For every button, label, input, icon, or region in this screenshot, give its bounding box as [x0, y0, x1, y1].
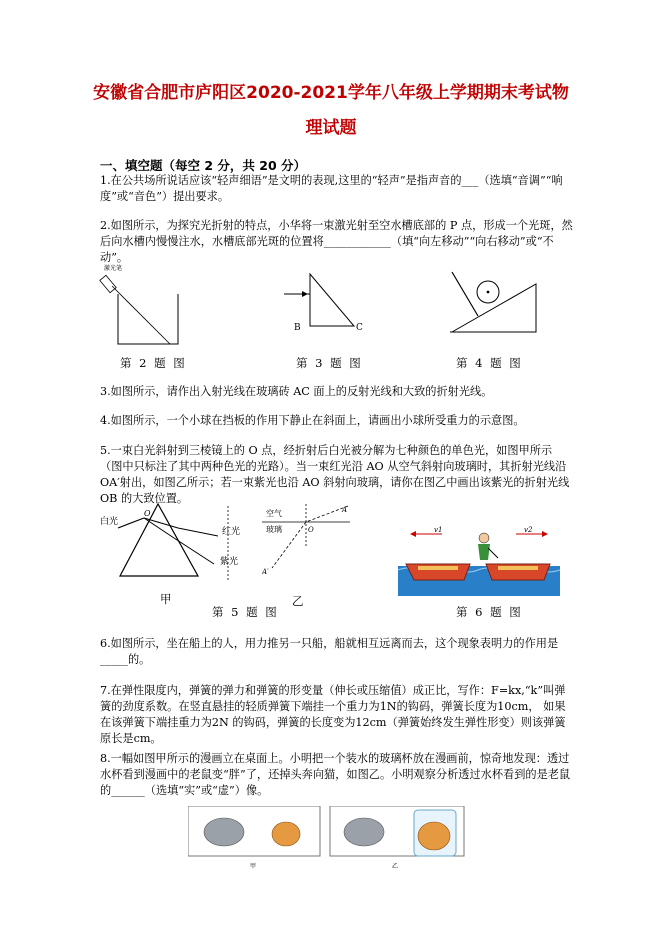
laser-pen-shape — [100, 275, 116, 292]
air-label: 空气 — [266, 509, 282, 518]
violet-light-label: 紫光 — [220, 557, 239, 567]
figure-3 — [280, 270, 370, 340]
fig5-yi-label: 乙 — [292, 594, 306, 608]
point-A-prime-label: A′ — [262, 568, 269, 576]
fig5-jia-label: 甲 — [160, 592, 174, 606]
person-arm — [488, 548, 498, 558]
question-6: 6.如图所示，坐在船上的人，用力推另一只船，船就相互远离而去，这个现象表明力的作用是_____的。 — [100, 637, 559, 666]
laser-beam — [112, 286, 170, 344]
caption-fig2: 第 2 题 图 — [120, 356, 187, 370]
caption-fig6: 第 6 题 图 — [456, 605, 523, 619]
point-O-label: O — [144, 509, 151, 518]
baffle — [452, 272, 478, 316]
boat-right-seat — [498, 566, 538, 570]
ball-center — [487, 291, 490, 294]
v1-arrowhead — [410, 531, 416, 537]
caption-fig3: 第 3 题 图 — [296, 356, 363, 370]
incline — [452, 284, 536, 332]
paper-title-line1: 安徽省合肥市庐阳区2020-2021学年八年级上学期期末考试物 — [93, 83, 569, 103]
ray-arrow — [302, 291, 308, 297]
figure-2 — [98, 262, 188, 352]
question-5: 5.一束白光斜射到三棱镜上的 O 点，经折射后白光被分解为七种颜色的单色光，如图甲所示（图中只标注了其中两种色光的光路）。当一束红光沿 AO 从空气斜射向玻璃时，其折射光线沿 OA′射出，如图乙所示；若一束紫光也沿 AO 斜射向玻璃，请你在图乙中画出该紫光的折射光线 OB 的大致位置。 — [100, 444, 570, 505]
section-heading: 一、填空题（每空 2 分，共 20 分） — [100, 158, 307, 173]
mouse-jia — [272, 822, 300, 846]
red-ray-out — [178, 528, 218, 536]
fig8-jia-label: 甲 — [250, 863, 257, 870]
label-C: C — [356, 323, 363, 333]
white-light-label: 白光 — [100, 517, 119, 527]
glass-label: 玻璃 — [266, 525, 282, 534]
v2-arrowhead — [542, 531, 548, 537]
v2-label: v2 — [524, 526, 533, 534]
person-body — [478, 544, 490, 560]
prism — [120, 504, 198, 576]
question-3: 3.如图所示，请作出入射光线在玻璃砖 AC 面上的反射光线和大致的折射光线。 — [100, 385, 493, 398]
red-ray-in-prism — [144, 518, 178, 528]
glass-prism — [310, 274, 354, 326]
question-7: 7.在弹性限度内，弹簧的弹力和弹簧的形变量（伸长或压缩值）成正比，写作：F=kx,“k”叫弹簧的劲度系数。在竖直悬挂的轻质弹簧下端挂一个重力为1N的钩码，弹簧长度为10cm， 如果在该弹簧下端挂重力为2N 的钩码，弹簧的长度变为12cm（弹簧始终发生弹性形变）则该弹簧原长是cm。 — [100, 684, 566, 745]
paper-title-line2: 理试题 — [305, 118, 357, 138]
figure-5-yi — [262, 504, 352, 578]
point-A-label: A — [342, 506, 348, 514]
question-1: 1.在公共场所说话应该“轻声细语”是文明的表现,这里的“轻声”是指声音的___（选填“音调”“响度”或“音色”）提出要求。 — [100, 174, 563, 203]
question-2: 2.如图所示，为探究光折射的特点，小华将一束激光射至空水槽底部的 P 点，形成一个光斑，然后向水槽内慢慢注水，水槽底部光斑的位置将____________（填“向左移动”“向右移动”或“不动”。 — [100, 219, 573, 264]
cat-jia — [204, 818, 244, 846]
label-B: B — [294, 323, 301, 333]
mouse-yi — [418, 822, 450, 850]
caption-fig4: 第 4 题 图 — [456, 356, 523, 370]
point-O2-label: O — [308, 526, 314, 534]
white-ray — [118, 518, 144, 528]
figure-4 — [448, 266, 540, 338]
question-4: 4.如图所示，一个小球在挡板的作用下静止在斜面上，请画出小球所受重力的示意图。 — [100, 414, 525, 427]
figure-8 — [188, 806, 468, 872]
laser-pen-label: 激光笔 — [104, 265, 123, 272]
violet-ray-out — [174, 538, 214, 564]
caption-fig5: 第 5 题 图 — [212, 605, 279, 619]
person-head — [479, 533, 489, 543]
v1-label: v1 — [434, 526, 443, 534]
question-8: 8.一幅如图甲所示的漫画立在桌面上。小明把一个装水的玻璃杯放在漫画前，惊奇地发现：透过水杯看到漫画中的老鼠变“胖”了，还掉头奔向猫，如图乙。小明观察分析透过水杯看到的是老鼠的______（选填“实”或“虚”）像。 — [100, 752, 571, 797]
red-light-label: 红光 — [222, 527, 241, 537]
violet-ray-in-prism — [144, 518, 174, 538]
fig8-yi-label: 乙 — [392, 863, 399, 870]
figure-6 — [398, 524, 560, 596]
figure-5-jia — [100, 502, 250, 582]
cat-yi — [344, 818, 384, 846]
boat-left-seat — [418, 566, 458, 570]
